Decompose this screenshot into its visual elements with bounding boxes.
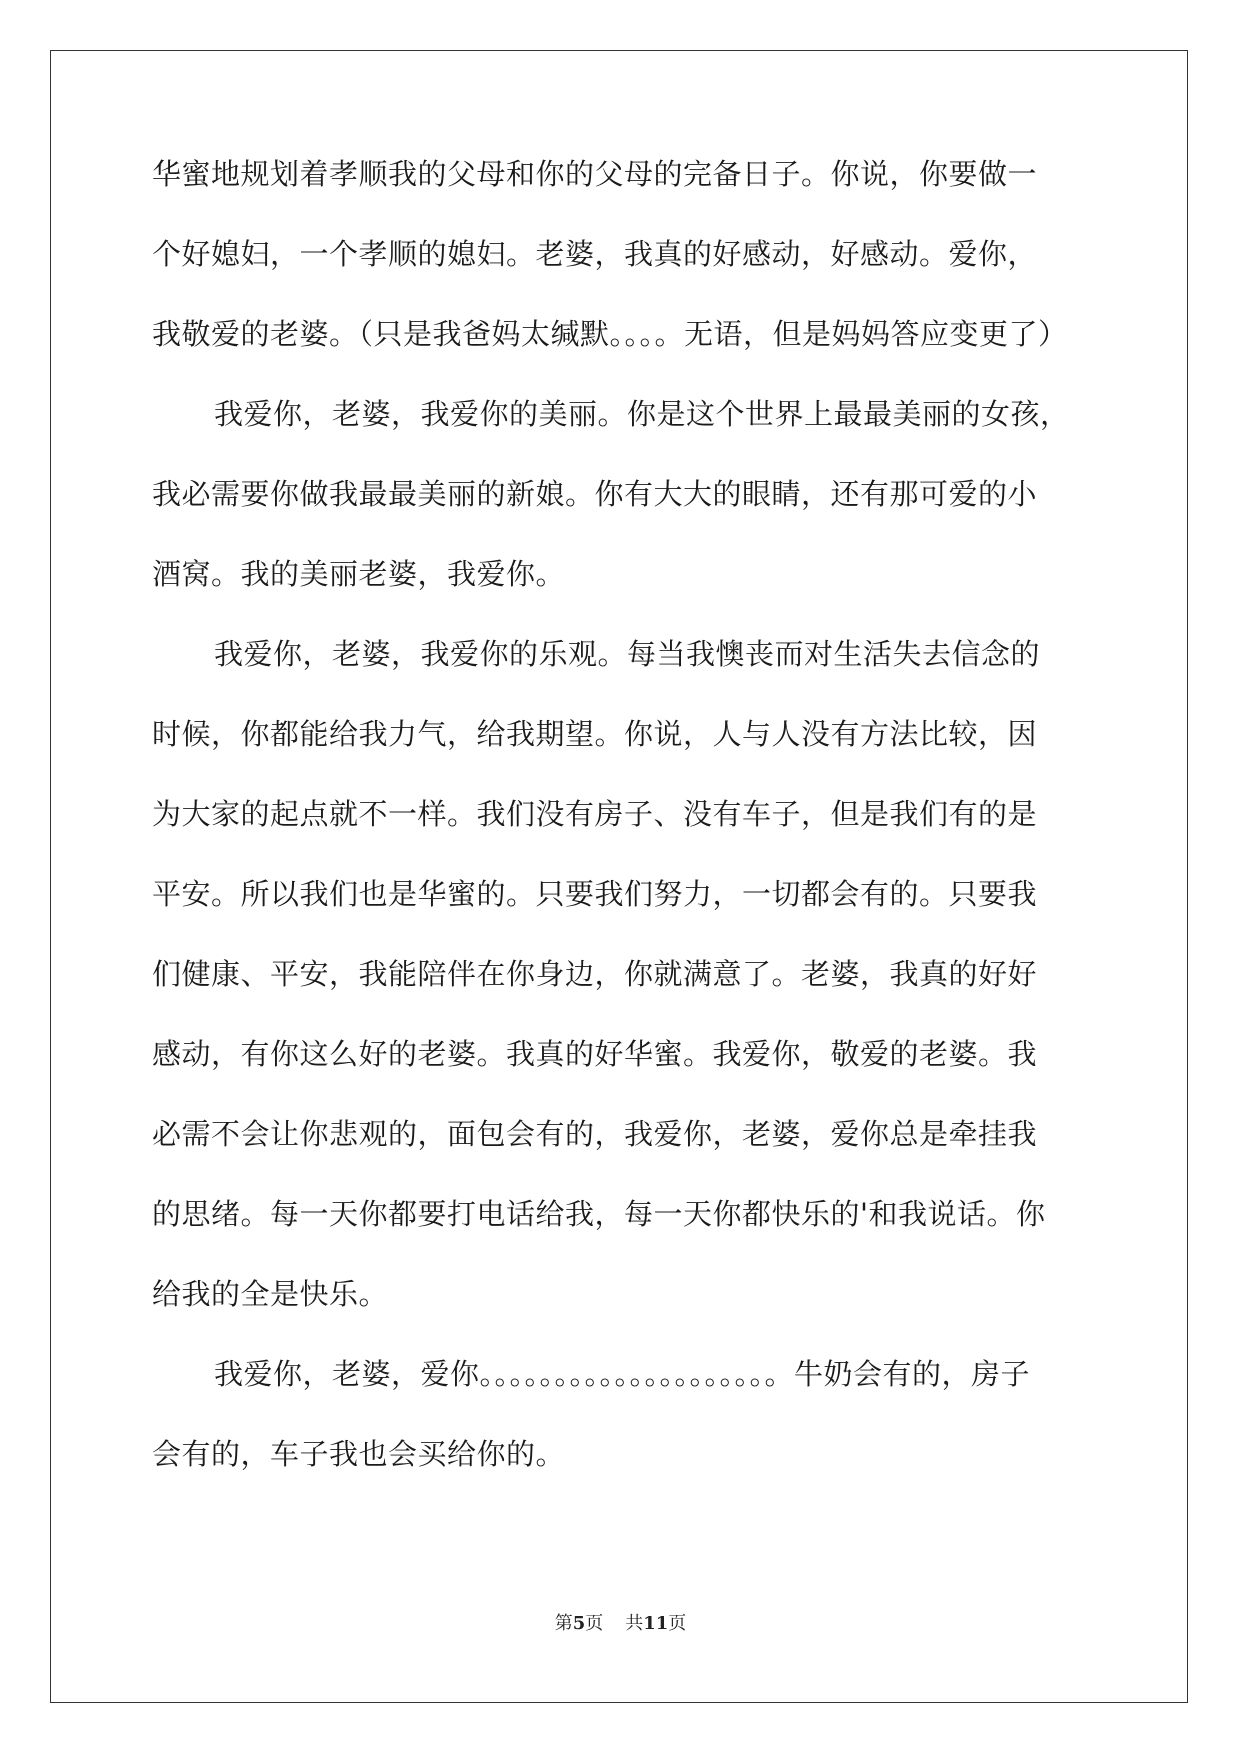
page-footer (0, 1612, 1241, 1636)
paragraph-first-line: 我爱你，老婆，爱你。。。。。。。。。。。。。。。。。。。。牛奶会有的，房子 (214, 1357, 1031, 1391)
total-pages: 11 (643, 1613, 669, 1634)
text-line: 的思绪。每一天你都要打电话给我，每一天你都快乐的'和我说话。你 (152, 1197, 1046, 1231)
footer-prefix: 第 (554, 1613, 573, 1634)
text-line: 个好媳妇，一个孝顺的媳妇。老婆，我真的好感动，好感动。爱你， (152, 237, 1038, 271)
text-line: 必需不会让你悲观的，面包会有的，我爱你，老婆，爱你总是牵挂我 (152, 1117, 1038, 1151)
text-line: 时候，你都能给我力气，给我期望。你说，人与人没有方法比较，因 (152, 717, 1038, 751)
text-line: 我必需要你做我最最美丽的新娘。你有大大的眼睛，还有那可爱的小 (152, 477, 1038, 511)
text-line: 感动，有你这么好的老婆。我真的好华蜜。我爱你，敬爱的老婆。我 (152, 1037, 1038, 1071)
paragraph-first-line: 我爱你，老婆，我爱你的美丽。你是这个世界上最最美丽的女孩， (214, 397, 1070, 431)
text-line: 酒窝。我的美丽老婆，我爱你。 (152, 557, 566, 591)
text-line: 会有的，车子我也会买给你的。 (152, 1437, 566, 1471)
footer-total-prefix: 共 (625, 1613, 644, 1634)
footer-total-suffix: 页 (668, 1613, 687, 1634)
text-line: 为大家的起点就不一样。我们没有房子、没有车子，但是我们有的是 (152, 797, 1038, 831)
paragraph-first-line: 我爱你，老婆，我爱你的乐观。每当我懊丧而对生活失去信念的 (214, 637, 1041, 671)
text-line: 华蜜地规划着孝顺我的父母和你的父母的完备日子。你说，你要做一 (152, 157, 1038, 191)
document-body (152, 154, 1092, 1514)
text-line: 们健康、平安，我能陪伴在你身边，你就满意了。老婆，我真的好好 (152, 957, 1038, 991)
page-number: 5 (572, 1613, 586, 1634)
footer-page-suffix: 页 (585, 1613, 604, 1634)
text-line: 给我的全是快乐。 (152, 1277, 389, 1311)
text-line: 我敬爱的老婆。（只是我爸妈太缄默。。。。无语，但是妈妈答应变更了） (152, 317, 1068, 351)
text-line: 平安。所以我们也是华蜜的。只要我们努力，一切都会有的。只要我 (152, 877, 1038, 911)
